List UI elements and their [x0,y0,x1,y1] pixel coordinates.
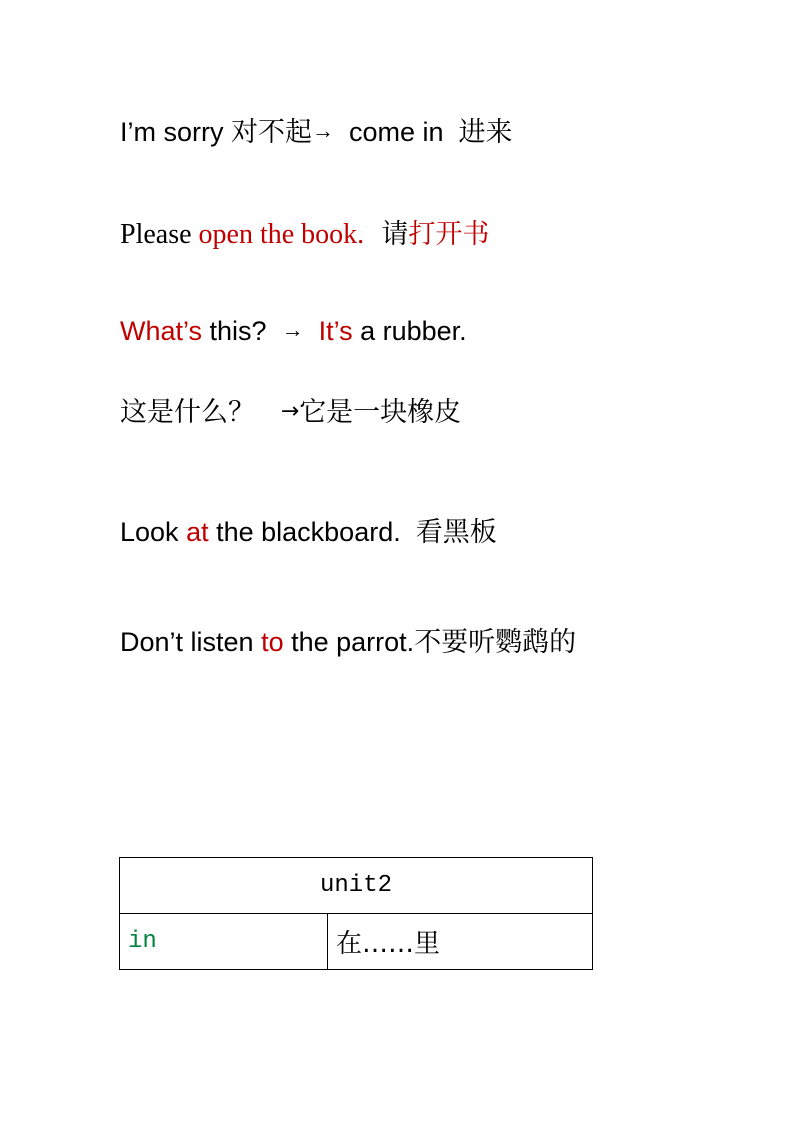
english-text: Look [120,517,187,547]
highlighted-english-text: open the book. [198,219,365,250]
phrase-im-sorry [120,110,513,149]
english-text: I’m sorry [120,117,231,147]
phrase-whats-this-chinese [120,390,461,429]
chinese-text: 看黑板 [415,517,497,548]
english-text: Please [120,219,199,250]
phrase-dont-listen [120,620,576,659]
highlighted-english-text: What’s [120,316,203,346]
chinese-text: 不要听鹦鹉的 [414,627,577,658]
phrase-open-the-book [120,212,489,251]
chinese-text: 请 [364,219,409,250]
table-header-row [120,858,593,914]
table-row [120,914,593,970]
phrase-look-at-blackboard [120,510,497,549]
table-header-cell: unit2 [120,858,593,914]
highlighted-english-text: It’s [303,316,353,346]
meaning-cell: 在……里 [328,914,593,970]
english-text: this? [202,316,282,346]
english-text: a rubber. [352,316,467,346]
highlighted-english-text: to [261,627,284,657]
word-cell: in [120,914,328,970]
english-text: the blackboard. [208,517,416,547]
vocab-table [119,857,593,970]
arrow-icon: → [281,317,304,342]
highlighted-english-text: at [186,517,209,547]
chinese-text: 进来 [458,117,513,148]
chinese-text: 它是一块橡皮 [299,397,462,428]
english-text: come in [334,117,459,147]
arrow-icon: → [312,118,334,143]
chinese-text: 这是什么？ [120,397,281,428]
chinese-text: 对不起 [231,117,312,148]
arrow-icon: → [280,399,300,424]
highlighted-chinese-text: 打开书 [408,219,490,250]
english-text: the parrot. [283,627,415,657]
phrase-whats-this [120,316,467,347]
english-text: Don’t listen [120,627,262,657]
